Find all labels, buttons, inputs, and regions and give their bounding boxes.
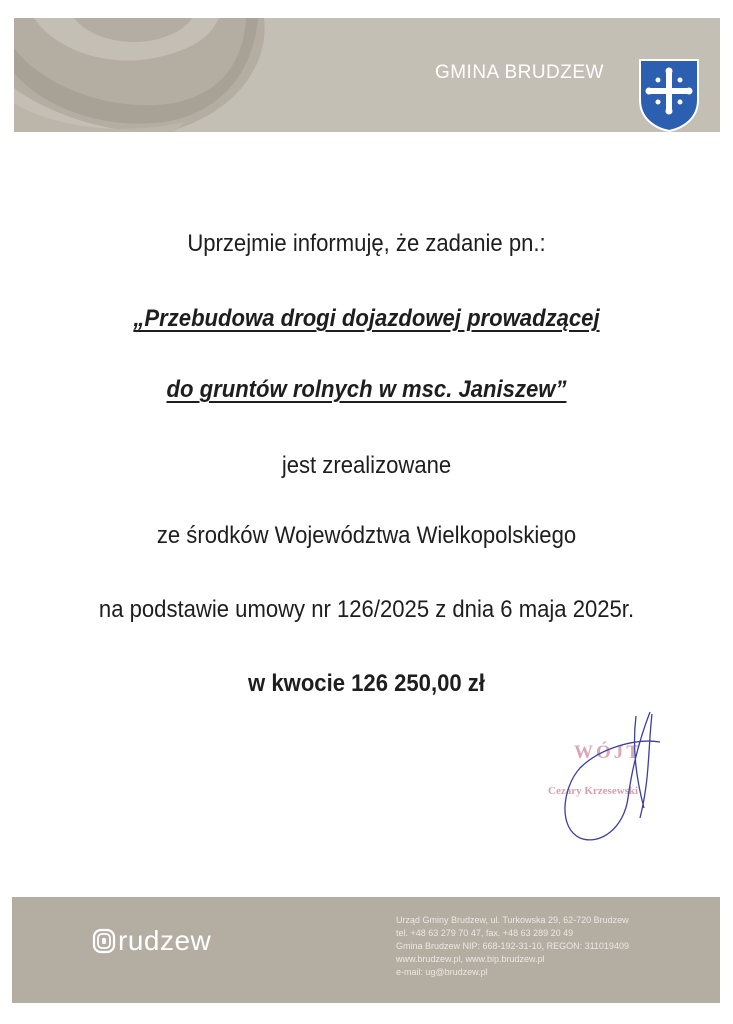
header-title: GMINA BRUDZEW (434, 62, 604, 83)
stamp-name: Cezary Krzesewski (548, 785, 639, 797)
footer-band (12, 897, 720, 1003)
footer-logo-text: rudzew (118, 925, 212, 956)
notice-title-line-2: do gruntów rolnych w msc. Janiszew” (166, 376, 567, 403)
notice-amount: w kwocie 126 250,00 zł (248, 670, 485, 697)
footer-phone: tel. +48 63 279 70 47, fax. +48 63 289 20 49 (396, 928, 574, 938)
footer-email: e-mail: ug@brudzew.pl (396, 967, 488, 977)
notice-status: jest zrealizowane (281, 452, 452, 479)
footer-logo (92, 925, 211, 957)
footer-contact-info (396, 914, 629, 979)
footer-websites: www.brudzew.pl, www.bip.brudzew.pl (396, 954, 545, 964)
brudzew-b-logo-icon (92, 928, 116, 954)
notice-intro: Uprzejmie informuję, że zadanie pn.: (187, 230, 546, 257)
coat-of-arms-cross-icon (638, 58, 700, 132)
footer-address: Urząd Gminy Brudzew, ul. Turkowska 29, 62-720 Brudzew (396, 915, 629, 925)
notice-funding: ze środków Województwa Wielkopolskiego (156, 522, 577, 549)
notice-title-line-1: „Przebudowa drogi dojazdowej prowadzącej (133, 305, 600, 332)
header-wave-pattern (14, 18, 274, 132)
footer-tax-ids: Gmina Brudzew NIP: 668-192-31-10, REGON: 311019409 (396, 941, 629, 951)
mayor-stamp-signature (540, 708, 680, 848)
header-band (14, 18, 720, 132)
notice-contract: na podstawie umowy nr 126/2025 z dnia 6 maja 2025r. (98, 596, 635, 623)
stamp-title: WÓJT (574, 742, 642, 763)
